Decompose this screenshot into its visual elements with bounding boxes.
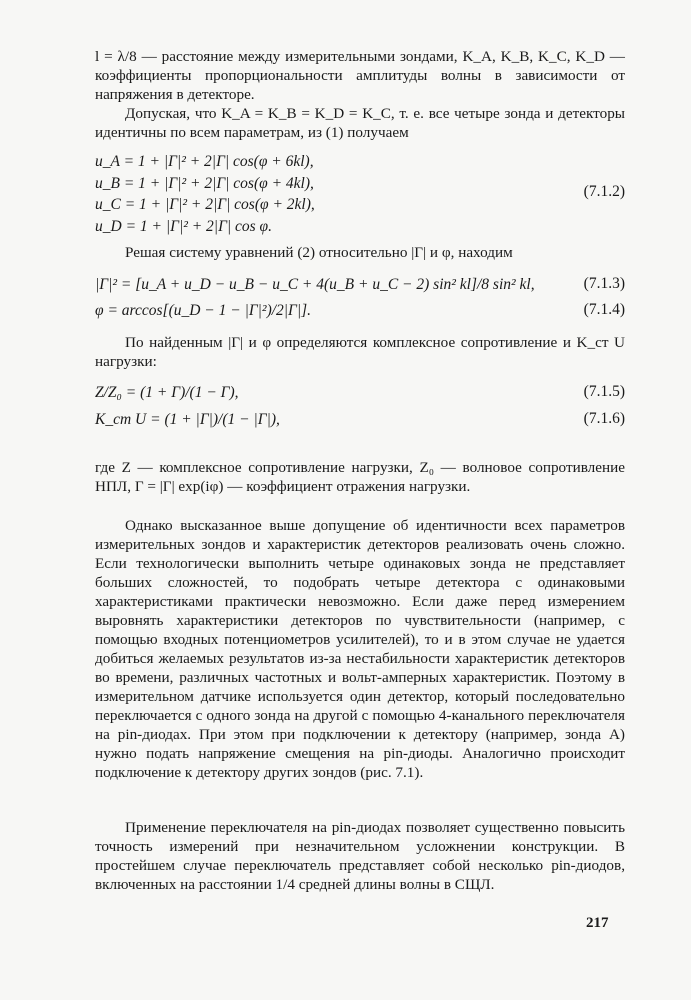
paragraph-definitions [95, 47, 625, 104]
equation-number-7-1-3: (7.1.3) [583, 275, 625, 292]
equation-uB: u_B = 1 + |Γ|² + 2|Γ| cos(φ + 4kl), [95, 175, 314, 192]
text-p3: Решая систему уравнений (2) относительно |Γ| и φ, находим [125, 244, 513, 261]
equation-number-7-1-4: (7.1.4) [583, 301, 625, 318]
paragraph-switch [95, 818, 625, 894]
equation-uD: u_D = 1 + |Γ|² + 2|Γ| cos φ. [95, 218, 273, 235]
paragraph-where [95, 458, 625, 496]
equation-number-7-1-2: (7.1.2) [583, 183, 625, 200]
paragraph-impedance-intro [95, 333, 625, 371]
equation-number-7-1-6: (7.1.6) [583, 410, 625, 427]
text-p1: l = λ/8 — расстояние между измерительными зондами, K_A, K_B, K_C, K_D — коэффициенты пропорциональности амплитуды волны в зависимости от напряжения в детекторе. [95, 48, 625, 103]
text-p6: Однако высказанное выше допущение об идентичности всех параметров измерительных зондов и характеристик детекторов реализовать очень сложно. Если технологически выполнить четыре одинаковых зонда не представляет больших сложностей, то подобрать четыре детектора с одинаковыми характеристиками практически невозможно. Если даже перед измерением выровнять характеристики детекторов по чувствительности (например, с помощью входных потенциометров усилителей), то и в этом случае не удается добиться желаемых результатов из-за нестабильности характеристик детекторов во времени, различных частотных и вольт-амперных характеристик. Поэтому в измерительном датчике используется один детектор, который последовательно переключается с одного зонда на другой с помощью 4-канального переключателя на pin-диодах. При этом при подключении к детектору (например, зонда A) нужно подать напряжение смещения на pin-диоды. Аналогично происходит подключение к детектору других зондов (рис. 7.1). [95, 517, 625, 781]
page-number: 217 [586, 915, 609, 931]
text-p7: Применение переключателя на pin-диодах позволяет существенно повысить точность измерений при незначительном усложнении конструкции. В простейшем случае переключатель представляет собой несколько pin-диодов, включенных на расстоянии 1/4 средней длины волны в СЩЛ. [95, 819, 625, 893]
equation-kst: K_ст U = (1 + |Γ|)/(1 − |Γ|), [95, 411, 280, 428]
equation-uC: u_C = 1 + |Γ|² + 2|Γ| cos(φ + 2kl), [95, 196, 315, 213]
text-p4: По найденным |Γ| и φ определяются комплексное сопротивление и K_ст U нагрузки: [95, 334, 625, 370]
text-p5: где Z — комплексное сопротивление нагрузки, Z₀ — волновое сопротивление НПЛ, Γ = |Γ| exp(iφ) — коэффициент отражения нагрузки. [95, 459, 625, 495]
equation-z: Z/Z₀ = (1 + Γ)/(1 − Γ), [95, 384, 239, 401]
equation-number-7-1-5: (7.1.5) [583, 383, 625, 400]
equation-uA: u_A = 1 + |Γ|² + 2|Γ| cos(φ + 6kl), [95, 153, 314, 170]
text-p2: Допуская, что K_A = K_B = K_D = K_C, т. е. все четыре зонда и детекторы идентичны по всем параметрам, из (1) получаем [95, 105, 625, 141]
equation-phi: φ = arccos[(u_D − 1 − |Γ|²)/2|Γ|]. [95, 302, 312, 319]
paragraph-solve [95, 243, 625, 262]
equation-gamma: |Γ|² = [u_A + u_D − u_B − u_C + 4(u_B + u_C − 2) sin² kl]/8 sin² kl, [95, 276, 535, 293]
paragraph-assumption [95, 104, 625, 142]
paragraph-assumption-problem [95, 516, 625, 782]
